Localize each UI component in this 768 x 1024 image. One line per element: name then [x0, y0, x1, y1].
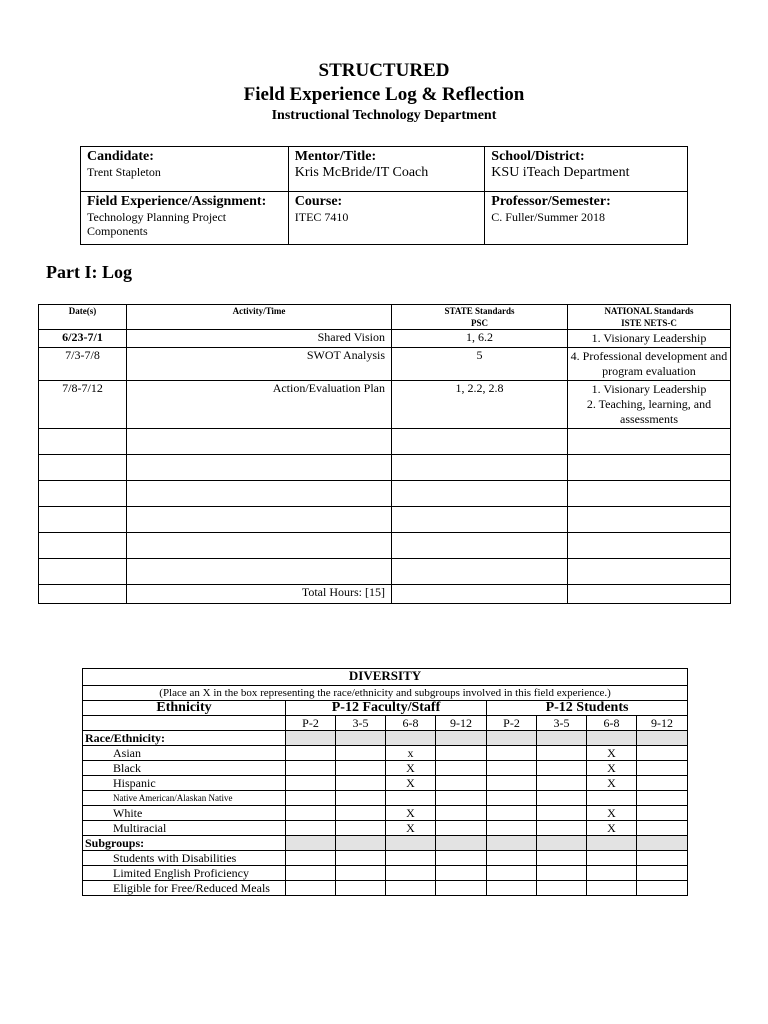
diversity-checkbox-cell[interactable]	[286, 851, 336, 866]
diversity-checkbox-cell[interactable]	[336, 821, 386, 836]
diversity-checkbox-cell[interactable]	[336, 881, 386, 896]
diversity-checkbox-cell[interactable]	[386, 851, 436, 866]
log-header-national	[568, 305, 731, 330]
log-header-state-line2: PSC	[470, 318, 488, 328]
diversity-row-label: Limited English Proficiency	[83, 866, 286, 881]
log-activity: Action/Evaluation Plan	[127, 381, 392, 429]
log-national-item: 2. Teaching, learning, and assessments	[586, 397, 712, 426]
diversity-checkbox-cell[interactable]	[436, 821, 487, 836]
part1-heading: Part I: Log	[46, 262, 132, 282]
diversity-checkbox-cell[interactable]	[487, 776, 537, 791]
diversity-checkbox-cell[interactable]	[436, 806, 487, 821]
diversity-checkbox-cell[interactable]	[587, 866, 637, 881]
school-cell	[485, 147, 688, 192]
diversity-checkbox-cell[interactable]: X	[587, 821, 637, 836]
log-state-standards: 1, 2.2, 2.8	[392, 381, 568, 429]
log-empty-row	[39, 533, 731, 559]
log-national-item: 1. Visionary Leadership	[591, 382, 707, 396]
log-total-row	[39, 585, 731, 604]
diversity-checkbox-cell[interactable]: X	[386, 761, 436, 776]
log-date: 6/23-7/1	[39, 330, 127, 348]
diversity-checkbox-cell[interactable]	[537, 806, 587, 821]
diversity-row-label: White	[83, 806, 286, 821]
log-date: 7/8-7/12	[39, 381, 127, 429]
diversity-checkbox-cell[interactable]	[587, 851, 637, 866]
log-header-state	[392, 305, 568, 330]
diversity-checkbox-cell[interactable]	[336, 866, 386, 881]
grade-header: P-2	[487, 716, 537, 731]
diversity-checkbox-cell[interactable]	[286, 806, 336, 821]
log-empty-row	[39, 507, 731, 533]
diversity-checkbox-cell[interactable]	[637, 881, 688, 896]
diversity-checkbox-cell[interactable]	[537, 791, 587, 806]
mentor-value: Kris McBride/IT Coach	[294, 165, 429, 180]
assignment-value: Technology Planning Project Components	[87, 210, 227, 238]
document-subtitle: Instructional Technology Department	[271, 108, 497, 123]
diversity-checkbox-cell[interactable]: X	[587, 761, 637, 776]
log-date: 7/3-7/8	[39, 348, 127, 381]
diversity-checkbox-cell[interactable]	[336, 776, 386, 791]
diversity-table	[82, 668, 688, 896]
diversity-row	[83, 776, 688, 791]
log-empty-row	[39, 559, 731, 585]
ethnicity-header: Ethnicity	[83, 701, 286, 716]
document-title-line2: Field Experience Log & Reflection	[243, 84, 525, 105]
diversity-checkbox-cell[interactable]	[487, 866, 537, 881]
document-title-line1: STRUCTURED	[318, 60, 450, 81]
diversity-checkbox-cell[interactable]	[537, 881, 587, 896]
diversity-checkbox-cell[interactable]	[487, 881, 537, 896]
diversity-checkbox-cell[interactable]	[386, 881, 436, 896]
log-state-standards: 1, 6.2	[392, 330, 568, 348]
log-empty-row	[39, 481, 731, 507]
diversity-checkbox-cell[interactable]	[537, 761, 587, 776]
diversity-row	[83, 746, 688, 761]
grade-header: 6-8	[386, 716, 436, 731]
diversity-checkbox-cell[interactable]	[436, 866, 487, 881]
diversity-instructions: (Place an X in the box representing the race/ethnicity and subgroups involved in this field experience.)	[83, 686, 688, 701]
diversity-checkbox-cell[interactable]	[286, 881, 336, 896]
diversity-checkbox-cell[interactable]: X	[587, 806, 637, 821]
diversity-checkbox-cell[interactable]	[637, 821, 688, 836]
grade-header: 9-12	[436, 716, 487, 731]
log-header-national-line2: ISTE NETS-C	[621, 318, 677, 328]
assignment-cell	[81, 192, 289, 245]
professor-value: C. Fuller/Summer 2018	[491, 210, 605, 224]
diversity-row-label: Students with Disabilities	[83, 851, 286, 866]
candidate-cell	[81, 147, 289, 192]
diversity-checkbox-cell[interactable]	[286, 746, 336, 761]
candidate-value: Trent Stapleton	[87, 165, 161, 179]
diversity-checkbox-cell[interactable]	[436, 851, 487, 866]
school-value: KSU iTeach Department	[491, 165, 630, 180]
diversity-checkbox-cell[interactable]: X	[587, 776, 637, 791]
diversity-row	[83, 881, 688, 896]
diversity-checkbox-cell[interactable]	[286, 821, 336, 836]
grade-header: 6-8	[587, 716, 637, 731]
log-national-item: 1. Visionary Leadership	[591, 331, 707, 345]
log-empty-row	[39, 429, 731, 455]
mentor-label: Mentor/Title:	[294, 149, 377, 164]
subgroup-rows	[83, 851, 688, 896]
candidate-label: Candidate:	[87, 149, 154, 164]
diversity-checkbox-cell[interactable]	[436, 761, 487, 776]
grade-header: P-2	[286, 716, 336, 731]
diversity-row-label: Multiracial	[83, 821, 286, 836]
diversity-row	[83, 851, 688, 866]
mentor-cell	[288, 147, 485, 192]
subgroups-label: Subgroups:	[83, 836, 286, 851]
diversity-checkbox-cell[interactable]	[487, 761, 537, 776]
log-header-state-line1: STATE Standards	[444, 306, 515, 316]
students-header: P-12 Students	[487, 701, 688, 716]
diversity-checkbox-cell[interactable]	[637, 746, 688, 761]
log-activity: Shared Vision	[127, 330, 392, 348]
diversity-row-label: Black	[83, 761, 286, 776]
diversity-checkbox-cell[interactable]	[487, 851, 537, 866]
diversity-row-label: Hispanic	[83, 776, 286, 791]
diversity-checkbox-cell[interactable]	[537, 851, 587, 866]
diversity-checkbox-cell[interactable]: X	[386, 806, 436, 821]
faculty-header: P-12 Faculty/Staff	[286, 701, 487, 716]
diversity-checkbox-cell[interactable]	[537, 821, 587, 836]
log-row	[39, 348, 731, 381]
diversity-checkbox-cell[interactable]	[537, 746, 587, 761]
log-row	[39, 330, 731, 348]
race-ethnicity-label: Race/Ethnicity:	[83, 731, 286, 746]
diversity-checkbox-cell[interactable]	[487, 791, 537, 806]
log-header-date: Date(s)	[39, 305, 127, 330]
diversity-checkbox-cell[interactable]	[587, 881, 637, 896]
log-national-item: 4. Professional development and program evaluation	[570, 349, 728, 378]
log-national-standards	[568, 330, 731, 348]
grade-header: 3-5	[537, 716, 587, 731]
diversity-checkbox-cell[interactable]	[286, 866, 336, 881]
diversity-title: DIVERSITY	[83, 669, 688, 686]
diversity-checkbox-cell[interactable]	[336, 851, 386, 866]
log-activity: SWOT Analysis	[127, 348, 392, 381]
professor-cell	[485, 192, 688, 245]
diversity-checkbox-cell[interactable]	[436, 776, 487, 791]
diversity-checkbox-cell[interactable]	[537, 866, 587, 881]
diversity-checkbox-cell[interactable]	[637, 806, 688, 821]
school-label: School/District:	[491, 149, 585, 164]
diversity-checkbox-cell[interactable]	[537, 776, 587, 791]
diversity-checkbox-cell[interactable]	[436, 881, 487, 896]
race-rows	[83, 746, 688, 836]
course-label: Course:	[294, 194, 343, 209]
assignment-label: Field Experience/Assignment:	[87, 194, 267, 209]
diversity-checkbox-cell[interactable]	[336, 761, 386, 776]
diversity-checkbox-cell[interactable]	[487, 821, 537, 836]
diversity-row	[83, 791, 688, 806]
course-value: ITEC 7410	[294, 210, 349, 224]
log-header-activity: Activity/Time	[127, 305, 392, 330]
diversity-checkbox-cell[interactable]	[336, 746, 386, 761]
diversity-checkbox-cell[interactable]	[637, 761, 688, 776]
diversity-checkbox-cell[interactable]: X	[386, 821, 436, 836]
diversity-checkbox-cell[interactable]	[487, 806, 537, 821]
diversity-checkbox-cell[interactable]: X	[587, 746, 637, 761]
log-national-standards	[568, 348, 731, 381]
diversity-checkbox-cell[interactable]	[286, 776, 336, 791]
diversity-checkbox-cell[interactable]	[587, 791, 637, 806]
diversity-row-label: Asian	[83, 746, 286, 761]
diversity-checkbox-cell[interactable]	[637, 791, 688, 806]
log-row	[39, 381, 731, 429]
diversity-row-label: Native American/Alaskan Native	[83, 791, 286, 806]
diversity-checkbox-cell[interactable]	[286, 791, 336, 806]
log-national-standards	[568, 381, 731, 429]
diversity-checkbox-cell[interactable]	[286, 761, 336, 776]
diversity-checkbox-cell[interactable]	[487, 746, 537, 761]
course-cell	[288, 192, 485, 245]
log-state-standards: 5	[392, 348, 568, 381]
diversity-row	[83, 821, 688, 836]
diversity-checkbox-cell[interactable]	[637, 776, 688, 791]
diversity-row	[83, 761, 688, 776]
diversity-row	[83, 866, 688, 881]
diversity-row	[83, 806, 688, 821]
diversity-row-label: Eligible for Free/Reduced Meals	[83, 881, 286, 896]
diversity-checkbox-cell[interactable]	[336, 806, 386, 821]
diversity-checkbox-cell[interactable]	[386, 866, 436, 881]
diversity-checkbox-cell[interactable]	[336, 791, 386, 806]
log-header-national-line1: NATIONAL Standards	[604, 306, 694, 316]
diversity-checkbox-cell[interactable]	[386, 791, 436, 806]
diversity-checkbox-cell[interactable]	[436, 791, 487, 806]
professor-label: Professor/Semester:	[491, 194, 611, 209]
candidate-info-table	[80, 146, 688, 245]
diversity-checkbox-cell[interactable]	[637, 851, 688, 866]
total-hours: Total Hours: [15]	[127, 585, 392, 604]
diversity-checkbox-cell[interactable]	[436, 746, 487, 761]
grade-header: 3-5	[336, 716, 386, 731]
log-table	[38, 304, 731, 604]
grade-header: 9-12	[637, 716, 688, 731]
diversity-checkbox-cell[interactable]: x	[386, 746, 436, 761]
diversity-checkbox-cell[interactable]	[637, 866, 688, 881]
log-empty-row	[39, 455, 731, 481]
diversity-checkbox-cell[interactable]: X	[386, 776, 436, 791]
